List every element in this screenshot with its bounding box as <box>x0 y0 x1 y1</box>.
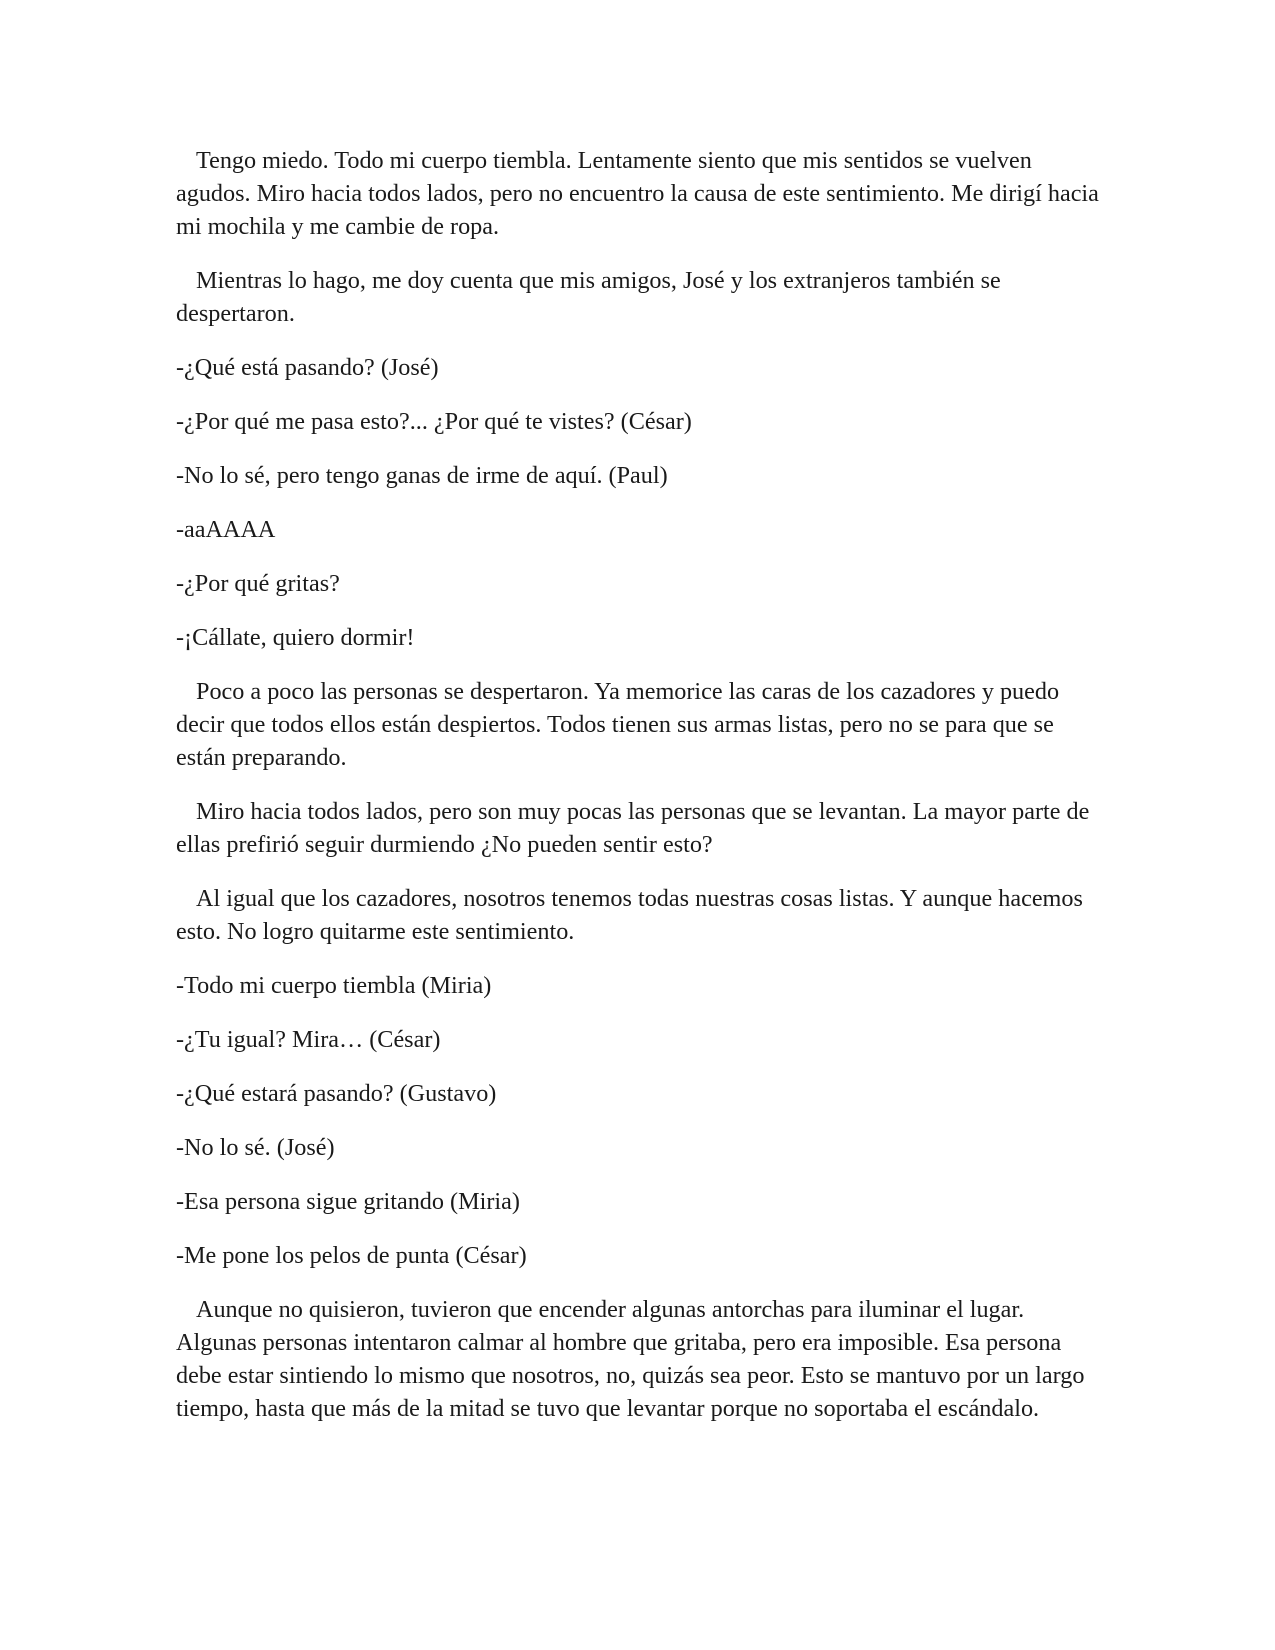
dialogue-line: -Esa persona sigue gritando (Miria) <box>176 1188 520 1215</box>
dialogue-line: -¿Por qué me pasa esto?... ¿Por qué te vistes? (César) <box>176 408 692 435</box>
dialogue-line: -¿Por qué gritas? <box>176 570 340 597</box>
dialogue-line: -Me pone los pelos de punta (César) <box>176 1242 527 1269</box>
narrative-paragraph: Mientras lo hago, me doy cuenta que mis amigos, José y los extranjeros también se despertaron. <box>176 267 1001 327</box>
narrative-paragraph: Miro hacia todos lados, pero son muy pocas las personas que se levantan. La mayor parte de ellas prefirió seguir durmiendo ¿No pueden sentir esto? <box>176 798 1090 858</box>
narrative-paragraph: Tengo miedo. Todo mi cuerpo tiembla. Lentamente siento que mis sentidos se vuelven agudos. Miro hacia todos lados, pero no encuentro la causa de este sentimiento. Me dirigí hacia mi mochila y me cambie de ropa. <box>176 147 1099 240</box>
dialogue-line: -No lo sé. (José) <box>176 1134 335 1161</box>
dialogue-line: -¿Qué está pasando? (José) <box>176 354 439 381</box>
dialogue-line: -aaAAAA <box>176 516 276 543</box>
narrative-paragraph: Al igual que los cazadores, nosotros tenemos todas nuestras cosas listas. Y aunque hacemos esto. No logro quitarme este sentimiento. <box>176 885 1083 945</box>
dialogue-line: -¡Cállate, quiero dormir! <box>176 624 415 651</box>
narrative-paragraph: Aunque no quisieron, tuvieron que encender algunas antorchas para iluminar el lugar. Algunas personas intentaron calmar al hombre que gritaba, pero era imposible. Esa persona debe estar sintiendo lo mismo que nosotros, no, quizás sea peor. Esto se mantuvo por un largo tiempo, hasta que más de la mitad se tuvo que levantar porque no soportaba el escándalo. <box>176 1296 1085 1422</box>
document-page <box>176 144 1106 1446</box>
dialogue-line: -Todo mi cuerpo tiembla (Miria) <box>176 972 492 999</box>
dialogue-line: -¿Qué estará pasando? (Gustavo) <box>176 1080 497 1107</box>
narrative-paragraph: Poco a poco las personas se despertaron. Ya memorice las caras de los cazadores y puedo decir que todos ellos están despiertos. Todos tienen sus armas listas, pero no se para que se están preparando. <box>176 678 1060 771</box>
dialogue-line: -No lo sé, pero tengo ganas de irme de aquí. (Paul) <box>176 462 668 489</box>
dialogue-line: -¿Tu igual? Mira… (César) <box>176 1026 441 1053</box>
